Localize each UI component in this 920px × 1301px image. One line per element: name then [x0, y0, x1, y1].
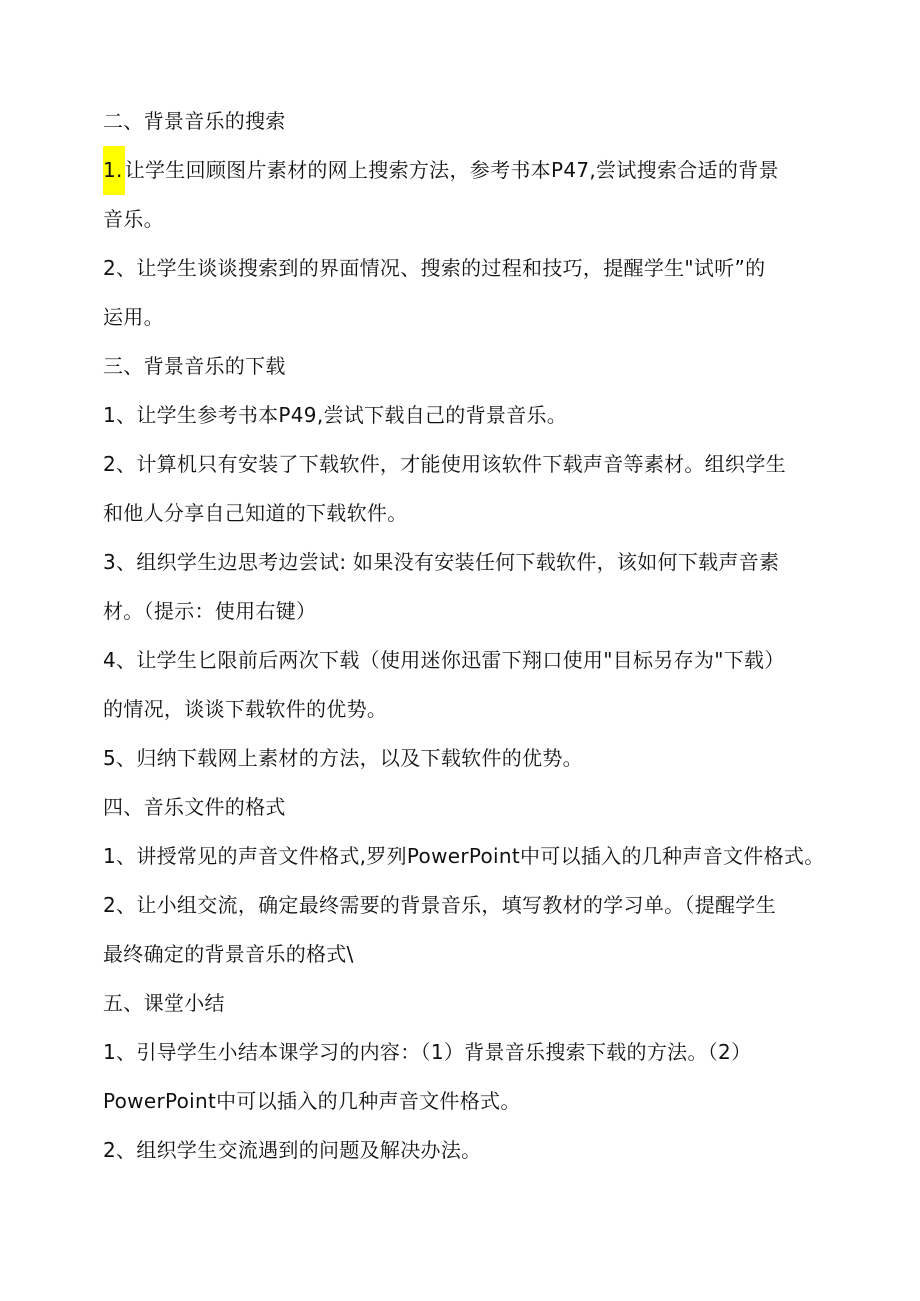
paragraph-line: 音乐。 [103, 207, 164, 231]
paragraph-line: 最终确定的背景音乐的格式\ [103, 942, 354, 966]
paragraph-line: 2、让小组交流，确定最终需要的背景音乐，填写教材的学习单。（提醒学生 [103, 893, 776, 917]
paragraph-line: 5、归纳下载网上素材的方法，以及下载软件的优势。 [103, 746, 583, 770]
section-heading-format: 四、音乐文件的格式 [103, 795, 286, 819]
paragraph-text: 让学生回顾图片素材的网上搜索方法，参考书本P47,尝试搜索合适的背景 [124, 158, 779, 182]
paragraph-line: 材。（提示：使用右键） [103, 599, 317, 623]
paragraph-line: 2、计算机只有安装了下载软件，才能使用该软件下载声音等素材。组织学生 [103, 452, 786, 476]
section-heading-summary: 五、课堂小结 [103, 991, 225, 1015]
paragraph-line [103, 146, 823, 195]
paragraph-line: 的情况，谈谈下载软件的优势。 [103, 697, 388, 721]
paragraph-line: 和他人分享自己知道的下载软件。 [103, 501, 408, 525]
highlighted-number: 1. [103, 146, 125, 195]
paragraph-line: 2、让学生谈谈搜索到的界面情况、搜索的过程和技巧，提醒学生"试听”的 [103, 256, 766, 280]
paragraph-line: PowerPoint中可以插入的几种声音文件格式。 [103, 1089, 521, 1113]
paragraph-line: 2、组织学生交流遇到的问题及解决办法。 [103, 1138, 482, 1162]
section-heading-download: 三、背景音乐的下载 [103, 354, 286, 378]
paragraph-line: 运用。 [103, 305, 164, 329]
paragraph-line: 1、讲授常见的声音文件格式,罗列PowerPoint中可以插入的几种声音文件格式。 [103, 844, 825, 868]
document-body [103, 97, 823, 1175]
paragraph-line: 1、让学生参考书本P49,尝试下载自己的背景音乐。 [103, 403, 568, 427]
section-heading-search: 二、背景音乐的搜索 [103, 109, 286, 133]
paragraph-line: 3、组织学生边思考边尝试: 如果没有安装任何下载软件，该如何下载声音素 [103, 550, 780, 574]
paragraph-line: 4、让学生匕限前后两次下载（使用迷你迅雷下翔口使用"目标另存为"下载） [103, 648, 785, 672]
paragraph-line: 1、引导学生小结本课学习的内容：（1）背景音乐搜索下载的方法。（2） [103, 1040, 752, 1064]
